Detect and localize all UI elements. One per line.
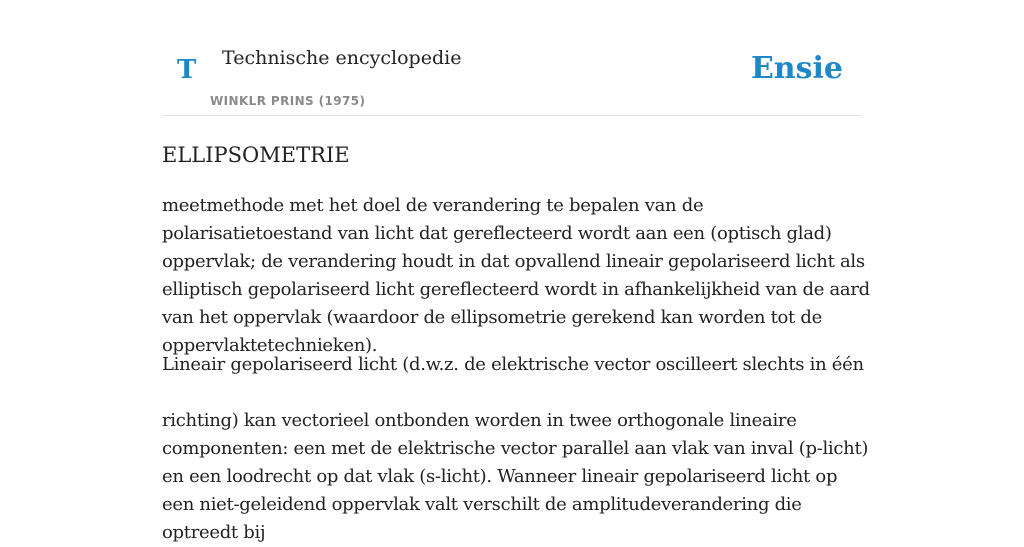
entry-paragraph: meetmethode met het doel de verandering te bepalen van de polarisatietoestand van licht dat gereflecteerd wordt aan een (optisch glad) oppervlak; de verandering houdt in dat opvallend lineair gepolariseerd licht als elliptisch gepolariseerd licht gereflecteerd wordt in afhankelijkheid van de aard van het oppervlak (waardoor de ellipsometrie gerekend kan worden tot de oppervlaktetechnieken). <box>162 195 870 356</box>
page-container <box>162 0 870 543</box>
encyclopedia-title-link[interactable]: Technische encyclopedie <box>222 47 462 69</box>
entry-header <box>162 0 862 116</box>
source-label: WINKLR PRINS (1975) <box>210 94 366 108</box>
entry-paragraph: Lineair gepolariseerd licht (d.w.z. de elektrische vector oscilleert slechts in één <box>162 354 864 375</box>
entry-paragraph: richting) kan vectorieel ontbonden worden in twee orthogonale lineaire componenten: een met de elektrische vector parallel aan vlak van inval (p-licht) en een loodrecht op dat vlak (s-licht). Wanneer lineair gepolariseerd licht op een niet-geleidend oppervlak valt verschilt de amplitudeverandering die optreedt bij <box>162 410 869 543</box>
encyclopedia-logo-icon[interactable]: T <box>177 55 197 85</box>
ensie-brand-logo[interactable]: Ensie <box>750 51 843 86</box>
entry-title: ELLIPSOMETRIE <box>162 143 350 167</box>
